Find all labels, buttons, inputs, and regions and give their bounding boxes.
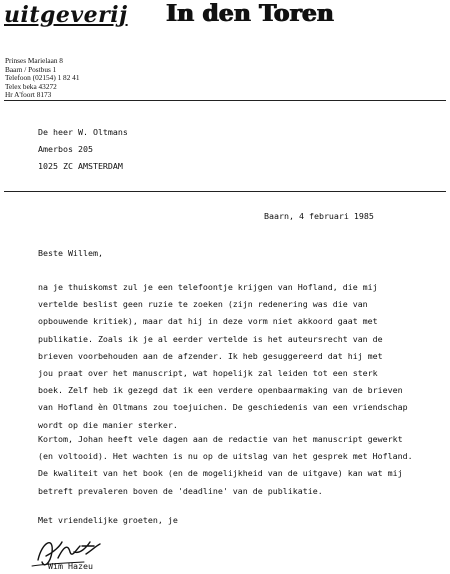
salutation: Beste Willem, <box>38 248 103 258</box>
body-line: van Hofland èn Oltmans zou toejuichen. De geschiedenis van een vriendschap <box>38 402 408 413</box>
body-line: vertelde beslist geen ruzie te zoeken (zijn redenering was die van <box>38 299 368 310</box>
body-line: brieven voorbehouden aan de afzender. Ik heb gesuggereerd dat hij met <box>38 350 383 361</box>
address-divider <box>4 191 446 192</box>
letterhead-address <box>5 57 79 100</box>
body-line: opbouwende kritiek), maar dat hij in deze vorm niet akkoord gaat met <box>38 316 378 327</box>
body-line: jou praat over het manuscript, wat hopelijk zal leiden tot een sterk <box>38 368 378 379</box>
closing: Met vriendelijke groeten, je <box>38 515 178 525</box>
letter-date: Baarn, 4 februari 1985 <box>264 211 374 221</box>
publisher-name-logo: In den Toren <box>166 0 334 27</box>
body-line: boek. Zelf heb ik gezegd dat ik een verdere openbaarmaking van de brieven <box>38 385 403 396</box>
letterhead-masthead <box>4 0 364 30</box>
address-line: Hr A'foort 8173 <box>5 90 52 100</box>
recipient-address <box>38 124 128 175</box>
address-line: Baarn / Postbus 1 <box>5 64 57 74</box>
body-line: (en voltooid). Het wachten is nu op de uitslag van het gesprek met Hofland. <box>38 451 413 462</box>
recipient-line: De heer W. Oltmans <box>38 127 128 137</box>
address-line: Telex beka 43272 <box>5 81 57 91</box>
body-paragraph-2 <box>38 431 413 500</box>
header-divider <box>4 100 446 101</box>
body-line: wordt op die manier sterker. <box>38 419 178 430</box>
body-line: na je thuiskomst zul je een telefoontje krijgen van Hofland, die mij <box>38 282 378 292</box>
body-line: publikatie. Zoals ik je al eerder vertelde is het auteursrecht van de <box>38 333 383 344</box>
signer-name: Wim Hazeu <box>48 561 93 571</box>
address-line: Telefoon (02154) 1 82 41 <box>5 73 80 83</box>
body-paragraph-1 <box>38 279 408 434</box>
address-line: Prinses Marielaan 8 <box>5 56 63 65</box>
body-line: Kortom, Johan heeft vele dagen aan de redactie van het manuscript gewerkt <box>38 434 403 444</box>
body-line: De kwaliteit van het book (en de mogelijkheid van de uitgave) kan wat mij <box>38 468 403 479</box>
publisher-wordmark: uitgeverij <box>4 2 128 28</box>
recipient-line: Amerbos 205 <box>38 144 93 154</box>
recipient-line: 1025 ZC AMSTERDAM <box>38 161 123 171</box>
body-line: betreft prevaleren boven de 'deadline' van de publikatie. <box>38 485 323 496</box>
